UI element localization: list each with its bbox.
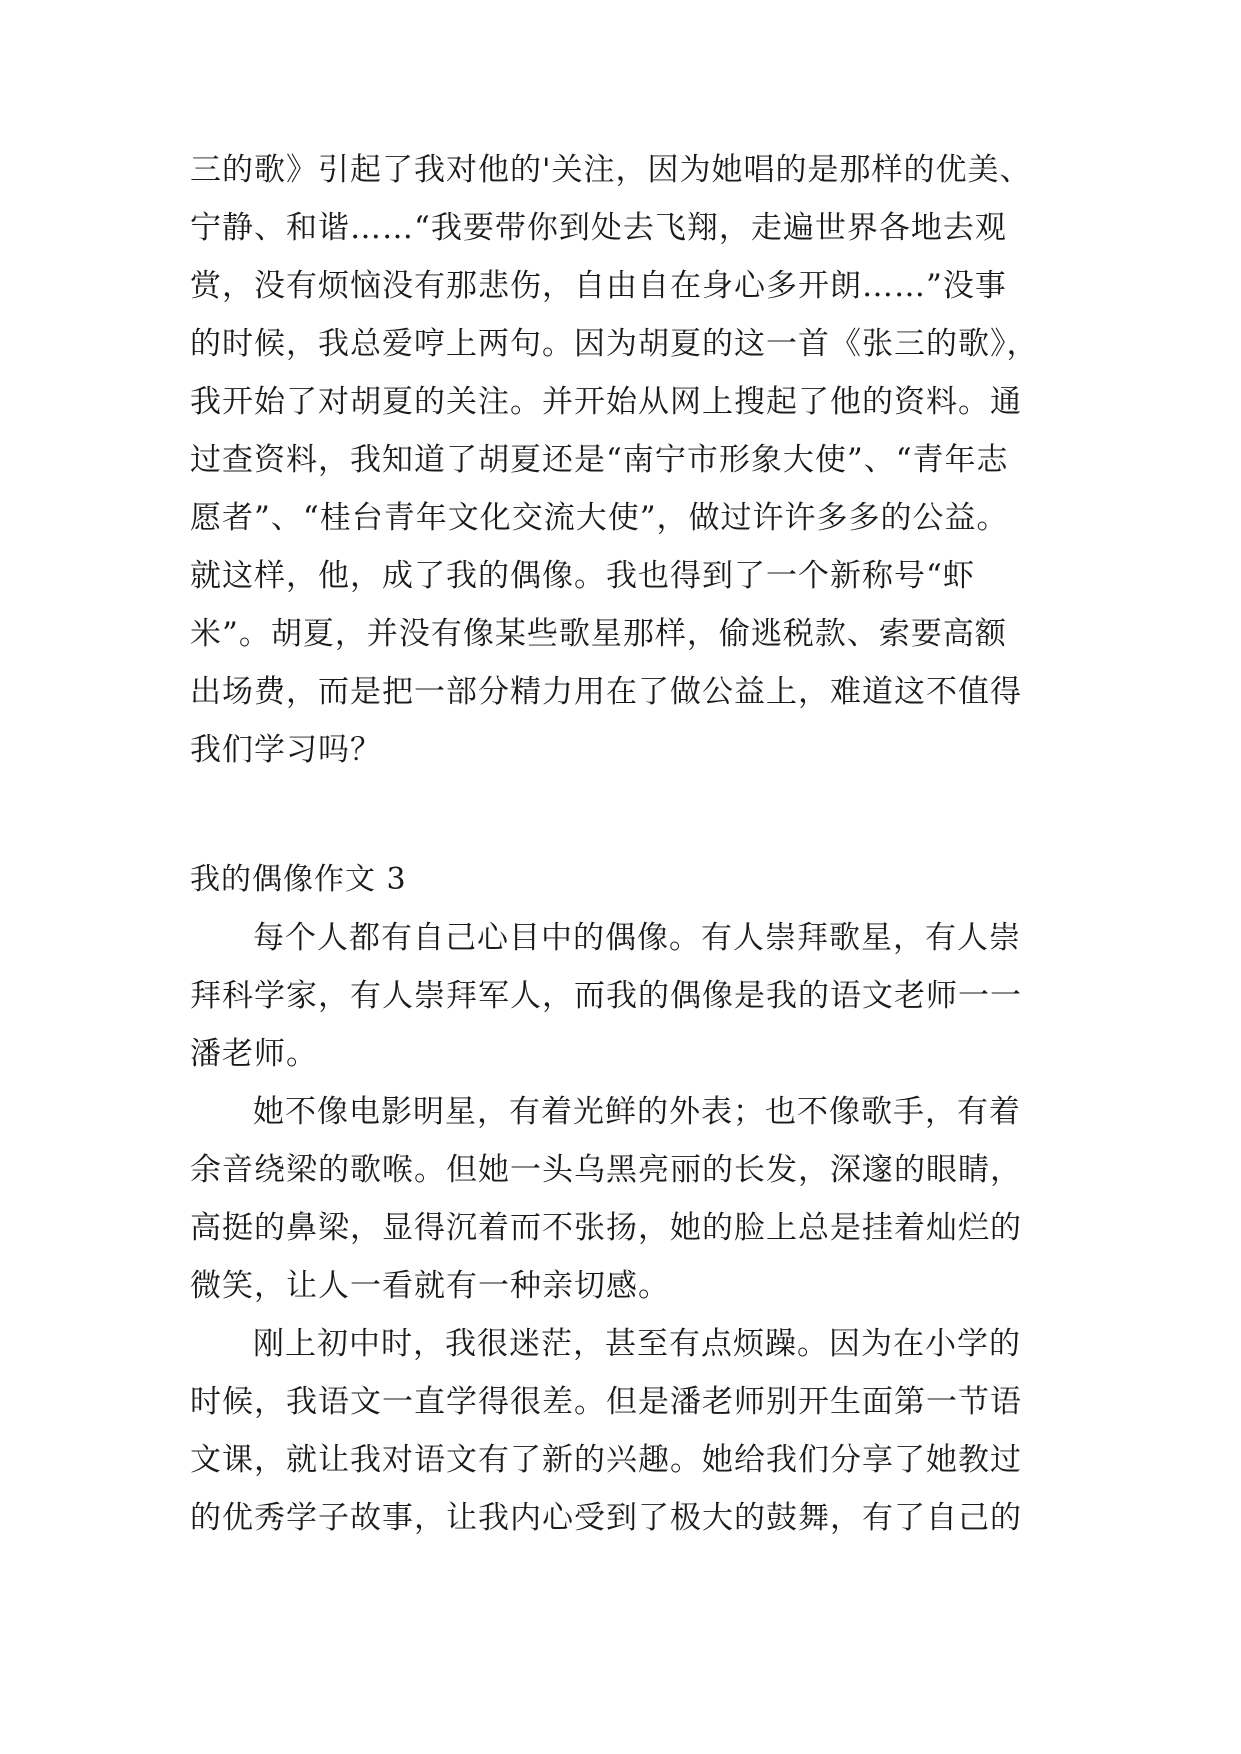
paragraph-1-line-9: 米”。胡夏，并没有像某些歌星那样，偷逃税款、索要高额 <box>190 616 1007 652</box>
paragraph-1-line-6: 过查资料，我知道了胡夏还是“南宁市形象大使”、“青年志 <box>190 442 1009 478</box>
paragraph-1-line-2: 宁静、和谐……“我要带你到处去飞翔，走遍世界各地去观 <box>190 210 1007 246</box>
paragraph-2-line-2: 拜科学家，有人崇拜军人，而我的偶像是我的语文老师一一 <box>190 978 1022 1014</box>
paragraph-1-line-7: 愿者”、“桂台青年文化交流大使”，做过许许多多的公益。 <box>190 500 1009 536</box>
paragraph-3-line-1: 她不像电影明星，有着光鲜的外表；也不像歌手，有着 <box>253 1094 1021 1130</box>
paragraph-1-line-1: 三的歌》引起了我对他的'关注，因为她唱的是那样的优美、 <box>190 152 1032 188</box>
paragraph-4-line-1: 刚上初中时，我很迷茫，甚至有点烦躁。因为在小学的 <box>253 1326 1021 1362</box>
paragraph-1-line-3: 赏，没有烦恼没有那悲伤，自由自在身心多开朗……”没事 <box>190 268 1007 304</box>
paragraph-1-line-4: 的时候，我总爱哼上两句。因为胡夏的这一首《张三的歌》， <box>190 326 1039 362</box>
paragraph-1-line-11: 我们学习吗？ <box>190 732 382 768</box>
paragraph-1-line-5: 我开始了对胡夏的关注。并开始从网上搜起了他的资料。通 <box>190 384 1022 420</box>
section-heading: 我的偶像作文 3 <box>190 862 407 897</box>
paragraph-1-line-8: 就这样，他，成了我的偶像。我也得到了一个新称号“虾 <box>190 558 975 594</box>
paragraph-3-line-4: 微笑，让人一看就有一种亲切感。 <box>190 1268 670 1304</box>
paragraph-3-line-3: 高挺的鼻梁，显得沉着而不张扬，她的脸上总是挂着灿烂的 <box>190 1210 1022 1246</box>
paragraph-4-line-3: 文课，就让我对语文有了新的兴趣。她给我们分享了她教过 <box>190 1442 1022 1478</box>
paragraph-1-line-10: 出场费，而是把一部分精力用在了做公益上，难道这不值得 <box>190 674 1022 710</box>
paragraph-4-line-4: 的优秀学子故事，让我内心受到了极大的鼓舞，有了自己的 <box>190 1500 1022 1536</box>
paragraph-3-line-2: 余音绕梁的歌喉。但她一头乌黑亮丽的长发，深邃的眼睛， <box>190 1152 1022 1188</box>
paragraph-4-line-2: 时候，我语文一直学得很差。但是潘老师别开生面第一节语 <box>190 1384 1022 1420</box>
paragraph-2-line-3: 潘老师。 <box>190 1036 318 1072</box>
paragraph-2-line-1: 每个人都有自己心目中的偶像。有人崇拜歌星，有人崇 <box>253 920 1021 956</box>
